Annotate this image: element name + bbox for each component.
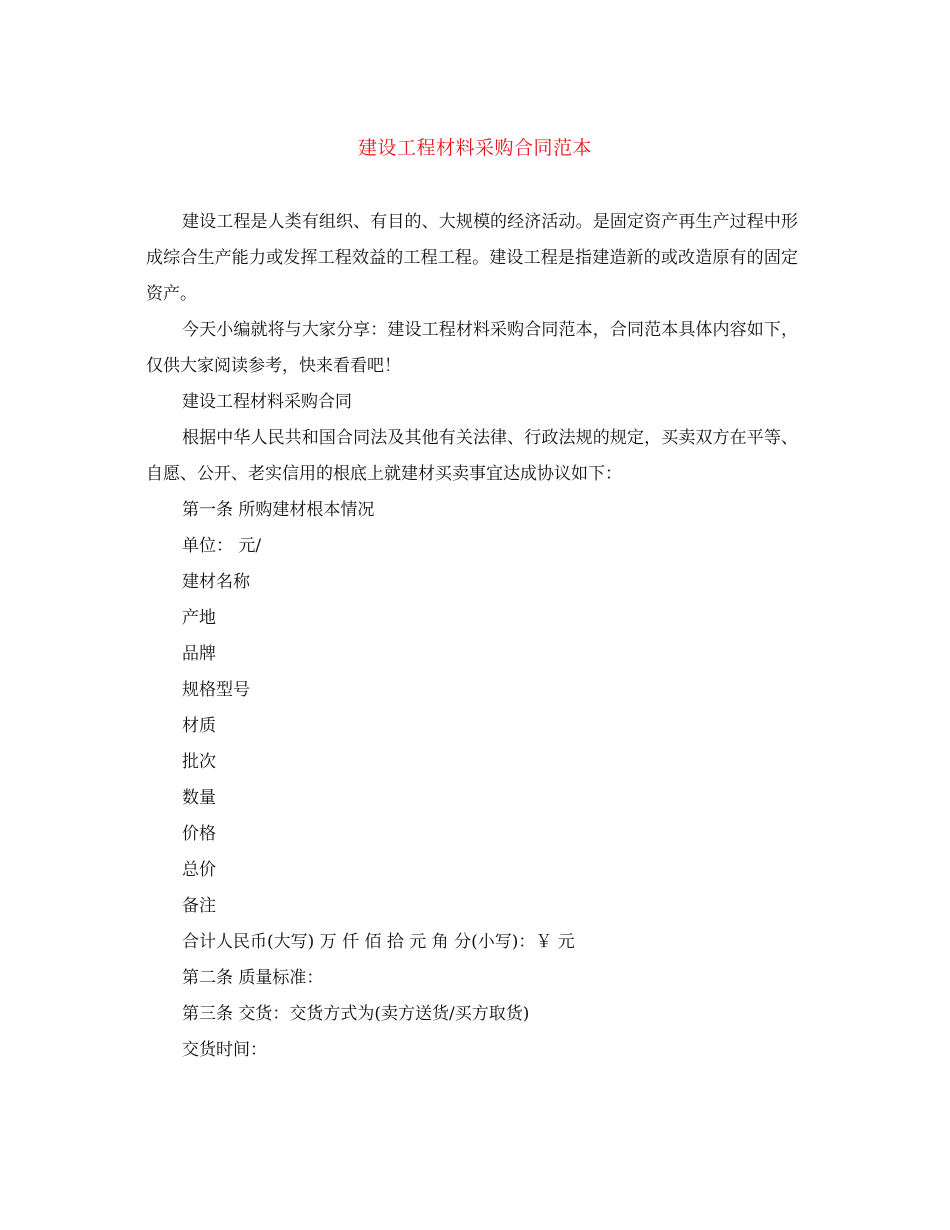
document-body [146,204,798,1068]
field-material-quality: 材质 [182,716,216,736]
total-amount-line: 合计人民币(大写) 万 仟 佰 拾 元 角 分(小写)：￥ 元 [182,932,575,952]
document-title: 建设工程材料采购合同范本 [357,137,592,159]
field-batch: 批次 [182,752,216,772]
contract-heading: 建设工程材料采购合同 [182,392,352,412]
field-material-name: 建材名称 [182,572,250,592]
article-3-heading: 第三条 交货：交货方式为(卖方送货/买方取货) [182,1004,530,1024]
delivery-time-line: 交货时间： [182,1040,267,1060]
field-brand: 品牌 [182,644,216,664]
unit-line: 单位： 元/ [182,536,262,556]
article-2-heading: 第二条 质量标准： [182,968,324,988]
intro-paragraph: 建设工程是人类有组织、有目的、大规模的经济活动。是固定资产再生产过程中形成综合生产能力或发挥工程效益的工程工程。建设工程是指建造新的或改造原有的固定资产。 [146,212,798,304]
field-quantity: 数量 [182,788,216,808]
field-remarks: 备注 [182,896,216,916]
article-1-heading: 第一条 所购建材根本情况 [182,500,375,520]
field-origin: 产地 [182,608,216,628]
field-spec-model: 规格型号 [182,680,250,700]
field-total-price: 总价 [182,860,216,880]
share-paragraph: 今天小编就将与大家分享：建设工程材料采购合同范本，合同范本具体内容如下，仅供大家阅读参考，快来看看吧！ [146,320,798,376]
preamble-paragraph: 根据中华人民共和国合同法及其他有关法律、行政法规的规定，买卖双方在平等、自愿、公开、老实信用的根底上就建材买卖事宜达成协议如下： [146,428,798,484]
field-price: 价格 [182,824,216,844]
